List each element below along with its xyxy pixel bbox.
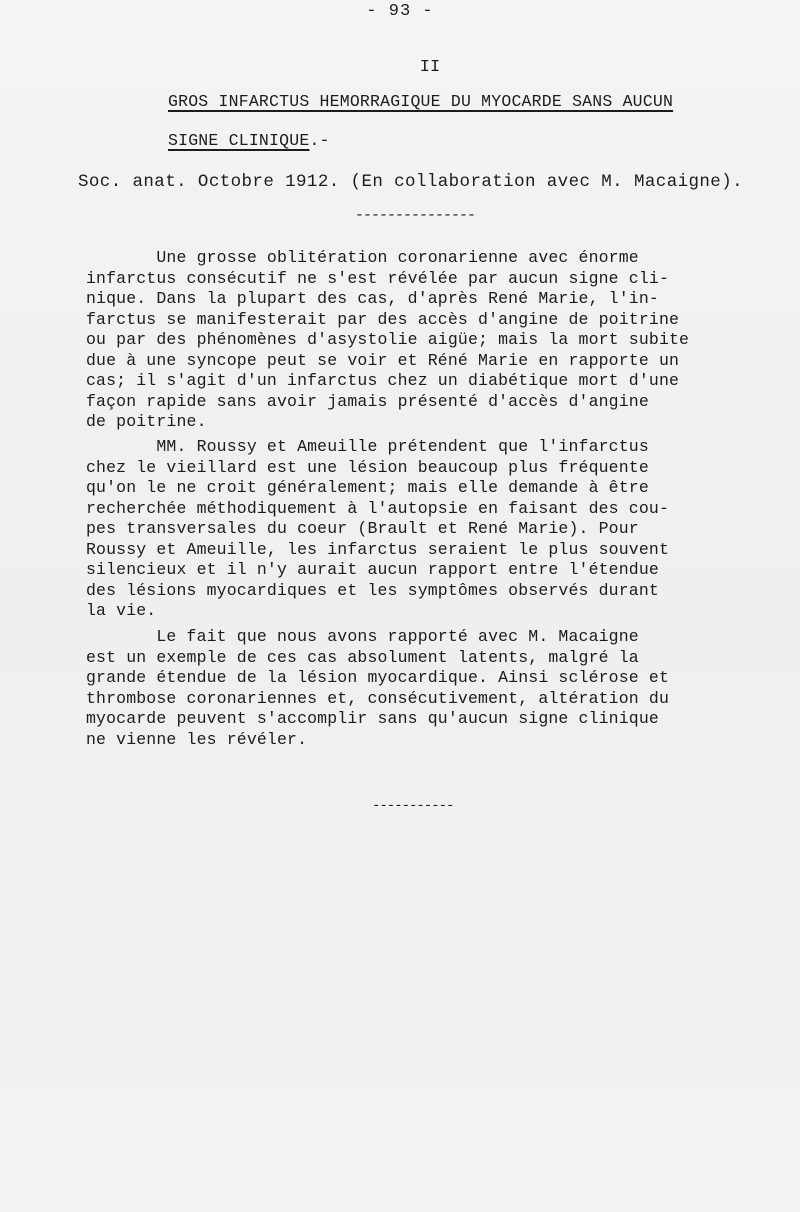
paragraph-line: recherchée méthodiquement à l'autopsie en faisant des cou- [86,498,669,518]
paragraph-line: des lésions myocardiques et les symptômes observés durant [86,580,659,600]
paragraph-line: Roussy et Ameuille, les infarctus seraient le plus souvent [86,539,669,559]
title-suffix: .- [309,131,330,150]
paragraph-line: thrombose coronariennes et, consécutivement, altération du [86,688,669,708]
paragraph-1 [86,248,766,433]
paragraph-line: farctus se manifesterait par des accès d'angine de poitrine [86,309,680,329]
title-text-2: SIGNE CLINIQUE [168,131,310,150]
end-separator: ----------- [372,798,454,814]
paragraph-line: qu'on le ne croit généralement; mais elle demande à être [86,478,649,497]
title-text-1: GROS INFARCTUS HEMORRAGIQUE DU MYOCARDE SANS AUCUN [168,92,674,111]
section-number: II [419,58,441,77]
paragraph-line: due à une syncope peut se voir et Réné Marie en rapporte un [86,350,680,370]
paragraph-line: nique. Dans la plupart des cas, d'après René Marie, l'in- [86,289,659,308]
paragraph-line: myocarde peuvent s'accomplir sans qu'aucun signe clinique [86,709,659,728]
separator: --------------- [355,207,476,224]
paragraph-3 [86,627,766,750]
paragraph-line: Le fait que nous avons rapporté avec M. Macaigne [86,627,639,646]
reference-line: Soc. anat. Octobre 1912. (En collaboration avec M. Macaigne). [78,172,744,192]
title-line-2 [168,131,330,150]
paragraph-line: infarctus consécutif ne s'est révélée par aucun signe cli- [86,268,669,288]
paragraph-line: est un exemple de ces cas absolument latents, malgré la [86,647,639,667]
paragraph-line: chez le vieillard est une lésion beaucoup plus fréquente [86,457,649,477]
paragraph-line: pes transversales du coeur (Brault et René Marie). Pour [86,519,639,538]
paragraph-line: de poitrine. [86,412,207,431]
paragraph-line: façon rapide sans avoir jamais présenté d'accès d'angine [86,391,649,411]
paragraph-line: ne vienne les révéler. [86,729,308,749]
page-number: - 93 - [366,2,434,21]
paragraph-line: la vie. [86,601,157,620]
paragraph-line: ou par des phénomènes d'asystolie aigüe; mais la mort subite [86,330,690,349]
paragraph-line: cas; il s'agit d'un infarctus chez un diabétique mort d'une [86,371,680,390]
paragraph-line: Une grosse oblitération coronarienne avec énorme [86,248,639,267]
title-line-1 [168,92,673,111]
paragraph-2 [86,437,766,622]
paragraph-line: silencieux et il n'y aurait aucun rapport entre l'étendue [86,560,659,579]
paragraph-line: grande étendue de la lésion myocardique. Ainsi sclérose et [86,668,669,687]
paragraph-line: MM. Roussy et Ameuille prétendent que l'infarctus [86,437,649,456]
